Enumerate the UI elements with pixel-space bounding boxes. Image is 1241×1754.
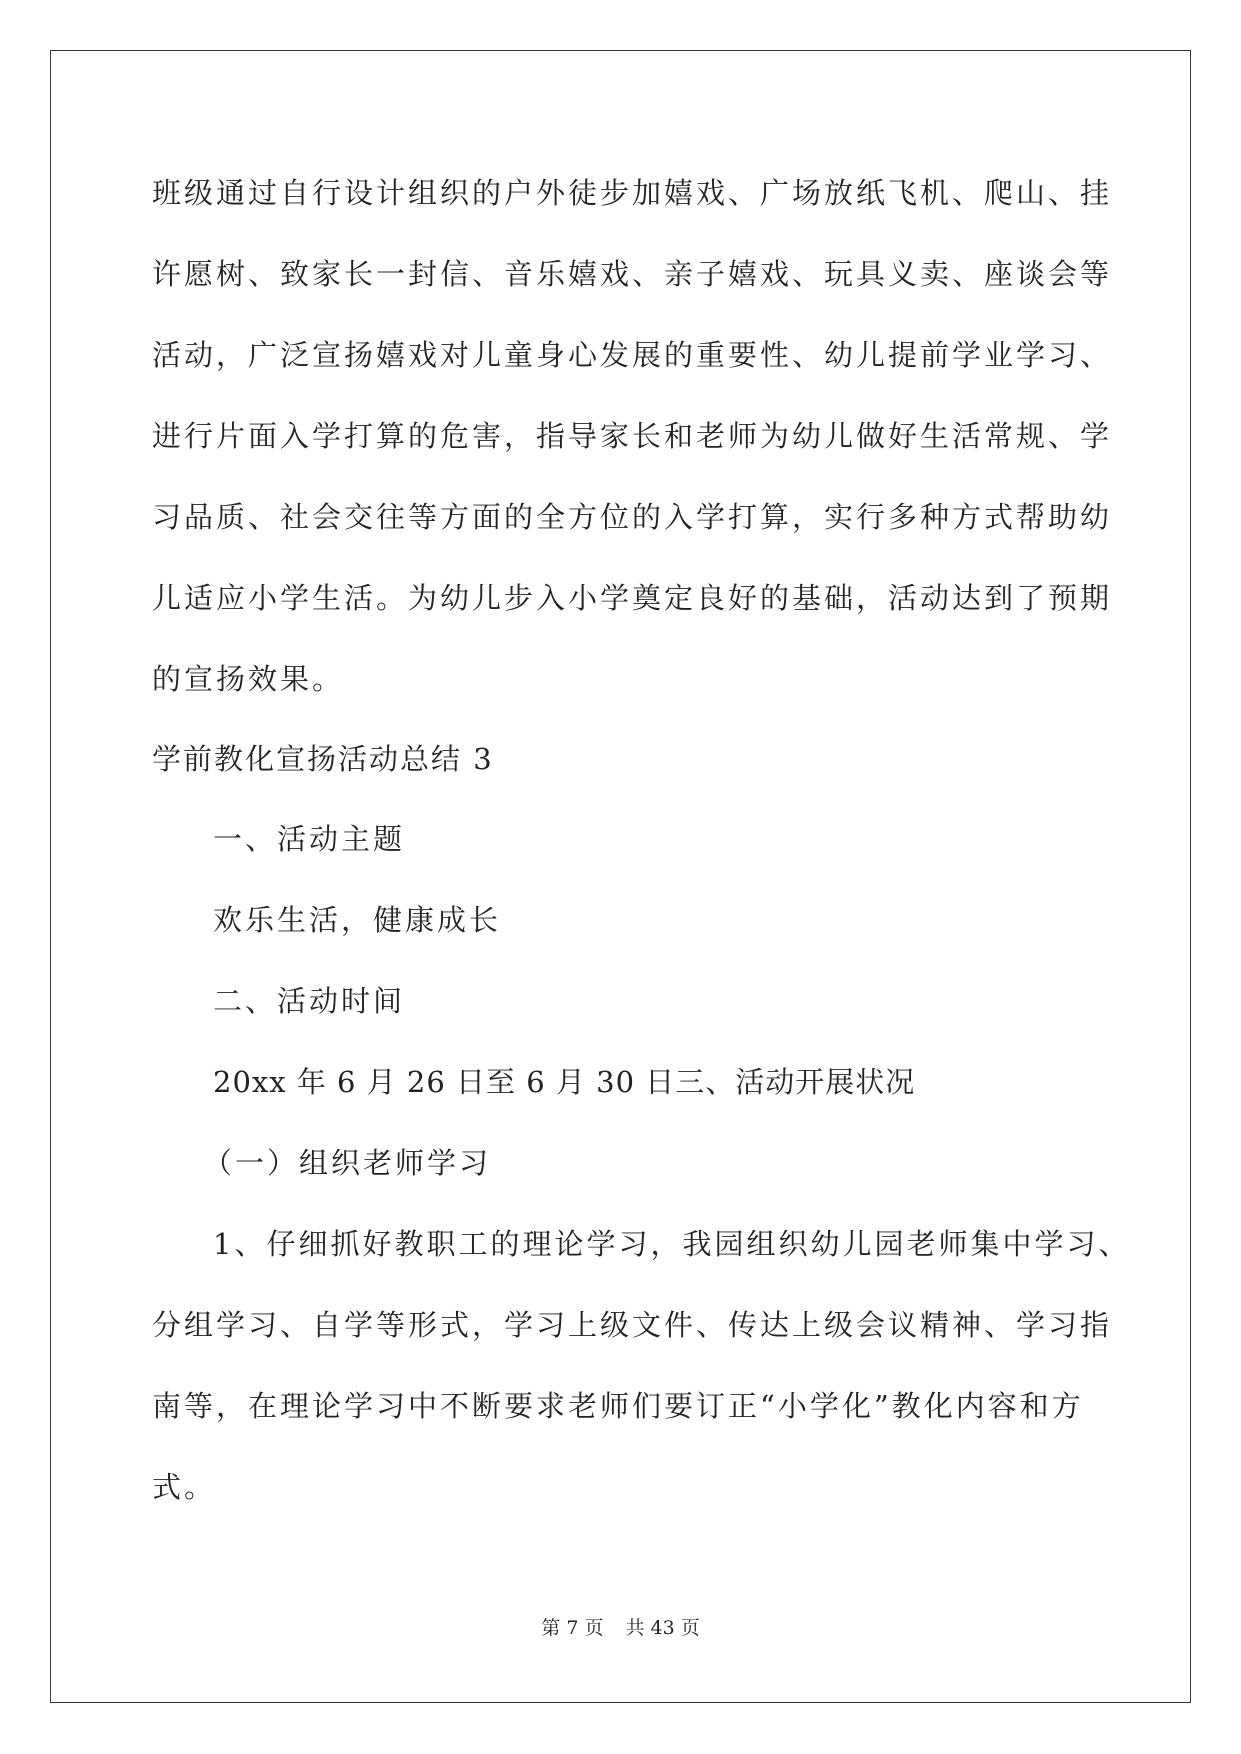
- text-line: 分组学习、自学等形式，学习上级文件、传达上级会议精神、学习指: [152, 1308, 1113, 1342]
- text-line: 活动，广泛宣扬嬉戏对儿童身心发展的重要性、幼儿提前学业学习、: [152, 338, 1113, 372]
- page-footer: [0, 1616, 1241, 1640]
- heading-time: 二、活动时间: [213, 984, 406, 1018]
- text-line: 习品质、社会交往等方面的全方位的入学打算，实行多种方式帮助幼: [152, 500, 1113, 534]
- text-line: 1、仔细抓好教职工的理论学习，我园组织幼儿园老师集中学习、: [213, 1227, 1131, 1261]
- page-border: [50, 50, 1191, 1703]
- text-line: 进行片面入学打算的危害，指导家长和老师为幼儿做好生活常规、学: [152, 419, 1113, 453]
- subheading-teacher-study: （一）组织老师学习: [203, 1146, 492, 1180]
- text-line: 班级通过自行设计组织的户外徒步加嬉戏、广场放纸飞机、爬山、挂: [152, 176, 1113, 210]
- page-number: 第 7 页: [541, 1617, 604, 1639]
- text-line: 儿适应小学生活。为幼儿步入小学奠定良好的基础，活动达到了预期: [152, 581, 1113, 615]
- text-line: 许愿树、致家长一封信、音乐嬉戏、亲子嬉戏、玩具义卖、座谈会等: [152, 257, 1113, 291]
- theme-text: 欢乐生活，健康成长: [213, 903, 502, 937]
- heading-theme: 一、活动主题: [213, 822, 406, 856]
- page-total: 共 43 页: [625, 1617, 700, 1639]
- text-line: 南等，在理论学习中不断要求老师们要订正“小学化”教化内容和方: [152, 1389, 1084, 1423]
- section-title: 学前教化宣扬活动总结 3: [152, 742, 494, 776]
- text-line: 式。: [152, 1470, 217, 1504]
- time-text: 20xx 年 6 月 26 日至 6 月 30 日三、活动开展状况: [213, 1065, 916, 1099]
- text-line: 的宣扬效果。: [152, 662, 345, 696]
